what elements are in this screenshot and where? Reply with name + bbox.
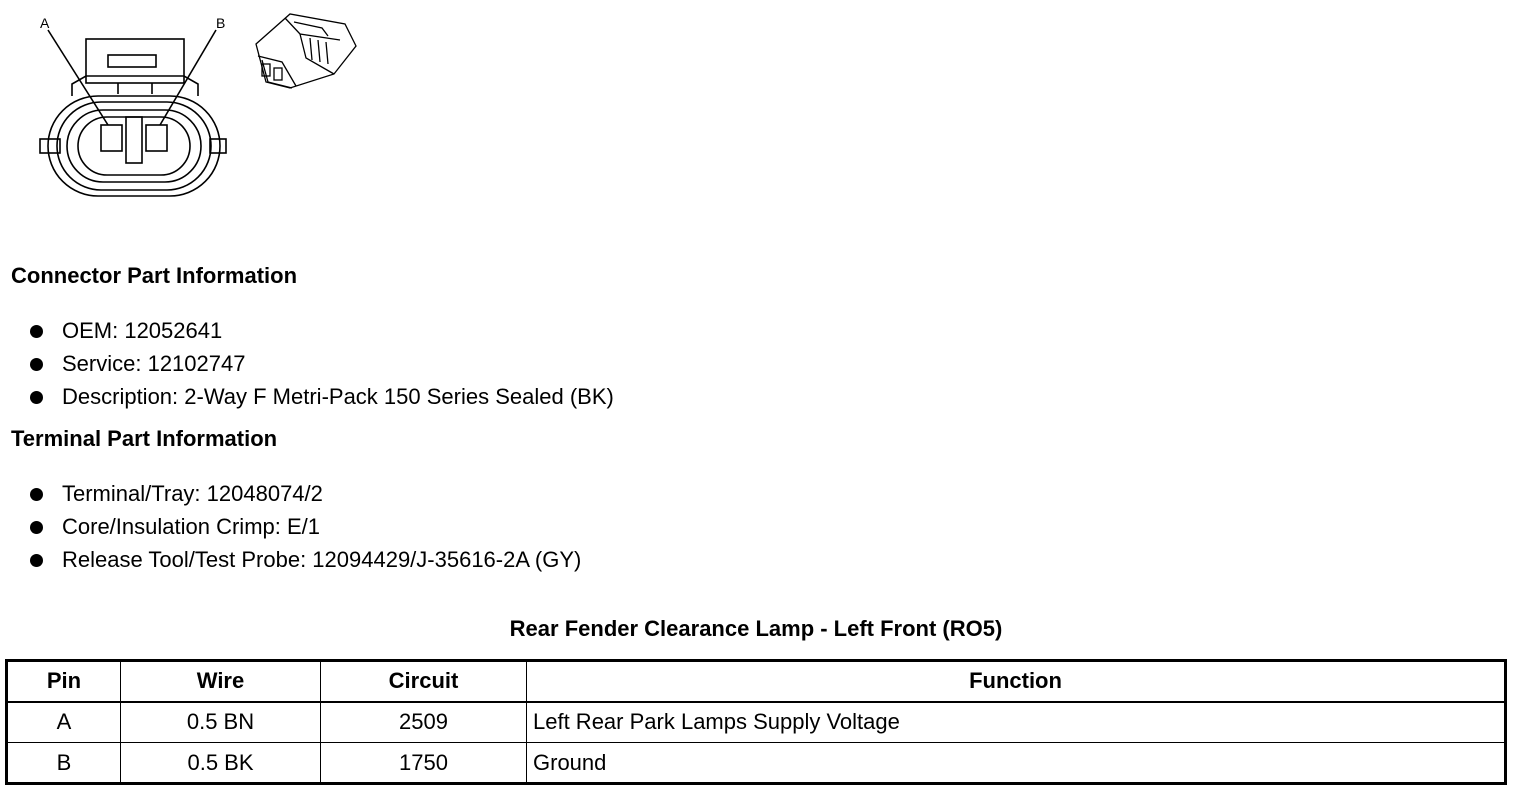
list-item [28,480,581,513]
connector-diagram [0,0,380,215]
cell-function: Left Rear Park Lamps Supply Voltage [527,702,1506,743]
bullet-icon [30,358,43,371]
header-circuit: Circuit [321,661,527,702]
cell-circuit: 2509 [321,702,527,743]
bullet-icon [30,325,43,338]
list-item [28,383,614,416]
bullet-icon [30,488,43,501]
pin-label-b: B [216,15,226,31]
bullet-icon [30,391,43,404]
connector-part-info-heading: Connector Part Information [11,263,298,288]
header-pin: Pin [7,661,121,702]
list-item [28,317,614,350]
connector-part-info-list [28,317,614,416]
connector-3d-icon [256,14,356,88]
cell-pin: B [7,743,121,784]
list-item [28,546,581,579]
table-row [7,743,1506,784]
list-item-text: Description: 2-Way F Metri-Pack 150 Series Sealed (BK) [62,384,614,409]
list-item-text: OEM: 12052641 [62,318,223,343]
list-item-text: Service: 12102747 [62,351,246,376]
table-caption: Rear Fender Clearance Lamp - Left Front (RO5) [509,616,1003,641]
header-function: Function [527,661,1506,702]
cell-wire: 0.5 BK [121,743,321,784]
bullet-icon [30,554,43,567]
terminal-part-info-list [28,480,581,579]
terminal-part-info-heading: Terminal Part Information [11,426,278,451]
cell-wire: 0.5 BN [121,702,321,743]
bullet-icon [30,521,43,534]
list-item-text: Release Tool/Test Probe: 12094429/J-35616-2A (GY) [62,547,582,572]
table-row [7,702,1506,743]
cell-circuit: 1750 [321,743,527,784]
cell-function: Ground [527,743,1506,784]
pinout-table [5,659,1507,785]
pin-label-a: A [40,15,50,31]
table-header-row [7,661,1506,702]
list-item-text: Terminal/Tray: 12048074/2 [62,481,323,506]
list-item [28,350,614,383]
list-item [28,513,581,546]
header-wire: Wire [121,661,321,702]
list-item-text: Core/Insulation Crimp: E/1 [62,514,320,539]
cell-pin: A [7,702,121,743]
